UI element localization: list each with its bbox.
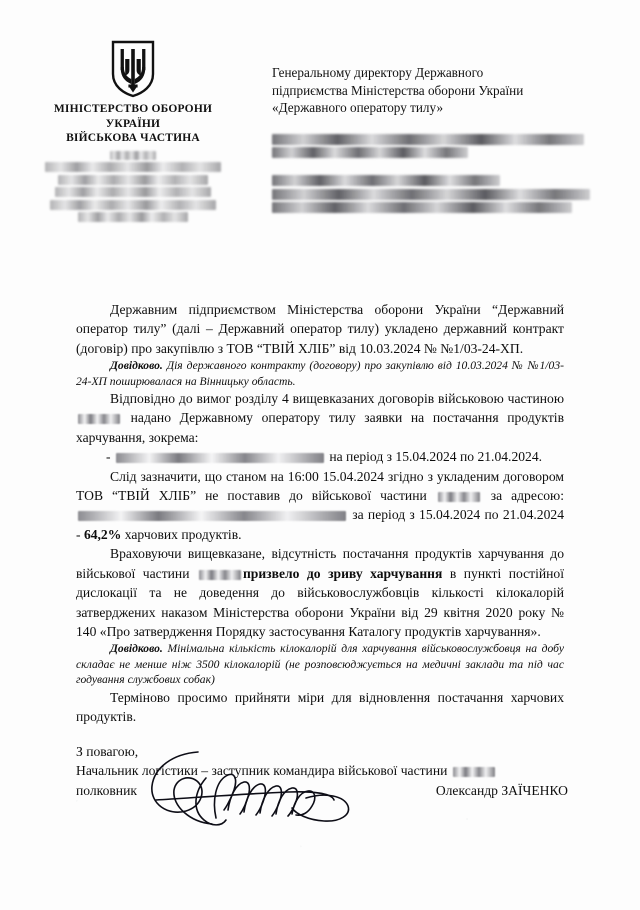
- org-line-1: МІНІСТЕРСТВО ОБОРОНИ: [53, 103, 213, 115]
- redacted-delivery-address: [78, 511, 346, 521]
- paragraph-nondelivery: Слід зазначити, що станом на 16:00 15.04.2024 згідно з укладеним договором ТОВ “ТВІЙ ХЛІБ” не поставив до військової частини за адресою: за період з 15.04.2024 по 21.04.2024 - 64,2% харчових продуктів.: [76, 468, 564, 542]
- document-body: [76, 300, 564, 726]
- paragraph-request-action: Терміново просимо прийняти міри для відновлення постачання харчових продуктів.: [76, 689, 564, 724]
- paragraph-consequences: Враховуючи вищевказане, відсутність постачання продуктів харчування до військової частини призвело до зриву харчування в пункті постійної дислокації та не доведення до військовослужбовців кількості кілокалорій затверджених наказом Міністерства оборони України від 29 квітня 2020 року № 140 «Про затвердження Порядку застосування Каталогу продуктів харчування».: [76, 546, 565, 639]
- signatory-name: Олександр ЗАЇЧЕНКО: [435, 782, 568, 798]
- redacted-code-line: [55, 187, 211, 197]
- redacted-address-line-2: [58, 175, 208, 185]
- redacted-unit-number: [110, 151, 156, 160]
- redacted-phone-line: [78, 212, 188, 222]
- signature-block: [76, 742, 576, 800]
- redacted-addressee-2-line-3: [272, 202, 572, 213]
- paragraph-requests: Відповідно до вимог розділу 4 вищевказаних договорів військовою частиною надано Державному оператору тилу заявки на постачання продуктів харчування, зокрема:: [76, 391, 564, 445]
- redacted-addressee-block-1: [272, 134, 630, 159]
- org-line-2: УКРАЇНИ: [105, 117, 161, 130]
- redacted-addressee-2-line-1: [272, 175, 500, 186]
- note-kilocalories: [76, 641, 564, 687]
- note-text-1: Дія державного контракту (договору) про закупівлю від 10.03.2024 № №1/03-24-ХП поширювалася на Вінницьку область.: [76, 359, 564, 388]
- addressee-line-1: Генеральному директору Державного: [272, 65, 484, 80]
- signatory-rank: полковник: [76, 782, 137, 798]
- addressee-line-2: підприємства Міністерства оборони України: [272, 82, 524, 98]
- redacted-addressee-1-line-1: [272, 134, 584, 145]
- redacted-contact-details: [8, 151, 258, 223]
- ukrainian-trident-coat-of-arms-icon: [111, 40, 155, 98]
- org-line-3: ВІЙСЬКОВА ЧАСТИНА: [66, 132, 200, 144]
- redacted-addressee-1-line-2: [272, 147, 468, 158]
- redacted-addressee-block-2: [272, 175, 630, 213]
- bullet-dash: -: [106, 449, 111, 465]
- addressee-line-3: «Державного оператору тилу»: [272, 100, 444, 115]
- redacted-unit-inline-2: [438, 492, 480, 502]
- redacted-email-line: [50, 200, 216, 210]
- paragraph-contract-intro: Державним підприємством Міністерства оборони України “Державний оператор тилу” (далі – Державний оператор тилу) укладено державний контракт (договір) про закупівлю з ТОВ “ТВІЙ ХЛІБ” від 10.03.2024 № №1/03-24-ХП.: [76, 302, 564, 356]
- redacted-request-details: [116, 453, 324, 463]
- note-label-2: Довідково.: [110, 642, 163, 656]
- nondelivery-percentage: 64,2%: [83, 526, 122, 542]
- letterhead: [8, 40, 258, 225]
- addressee-block: [272, 64, 630, 216]
- note-text-2: Мінімальна кількість кілокалорій для харчування військовослужбовця на добу складає не менше ніж 3500 кілокалорій (не розповсюджується на медичні заклади та під час годування службових собак): [76, 642, 564, 687]
- document-header: [0, 40, 640, 255]
- redacted-address-line-1: [45, 162, 221, 172]
- note-contract-scope: [76, 358, 564, 389]
- signatory-position: Начальник логістики – заступник командира військової частини: [76, 761, 576, 780]
- note-label-1: Довідково.: [110, 359, 163, 373]
- consequence-highlight: призвело до зриву харчування: [242, 565, 443, 581]
- redacted-addressee-2-line-2: [272, 189, 590, 200]
- redacted-unit-inline-4: [453, 767, 495, 777]
- redacted-unit-inline-3: [199, 570, 241, 580]
- bullet-request-item: - на період з 15.04.2024 по 21.04.2024.: [106, 449, 543, 465]
- signatory-rank-and-name: [76, 781, 568, 800]
- closing-salutation: З повагою,: [76, 744, 139, 759]
- redacted-unit-inline-1: [78, 414, 120, 424]
